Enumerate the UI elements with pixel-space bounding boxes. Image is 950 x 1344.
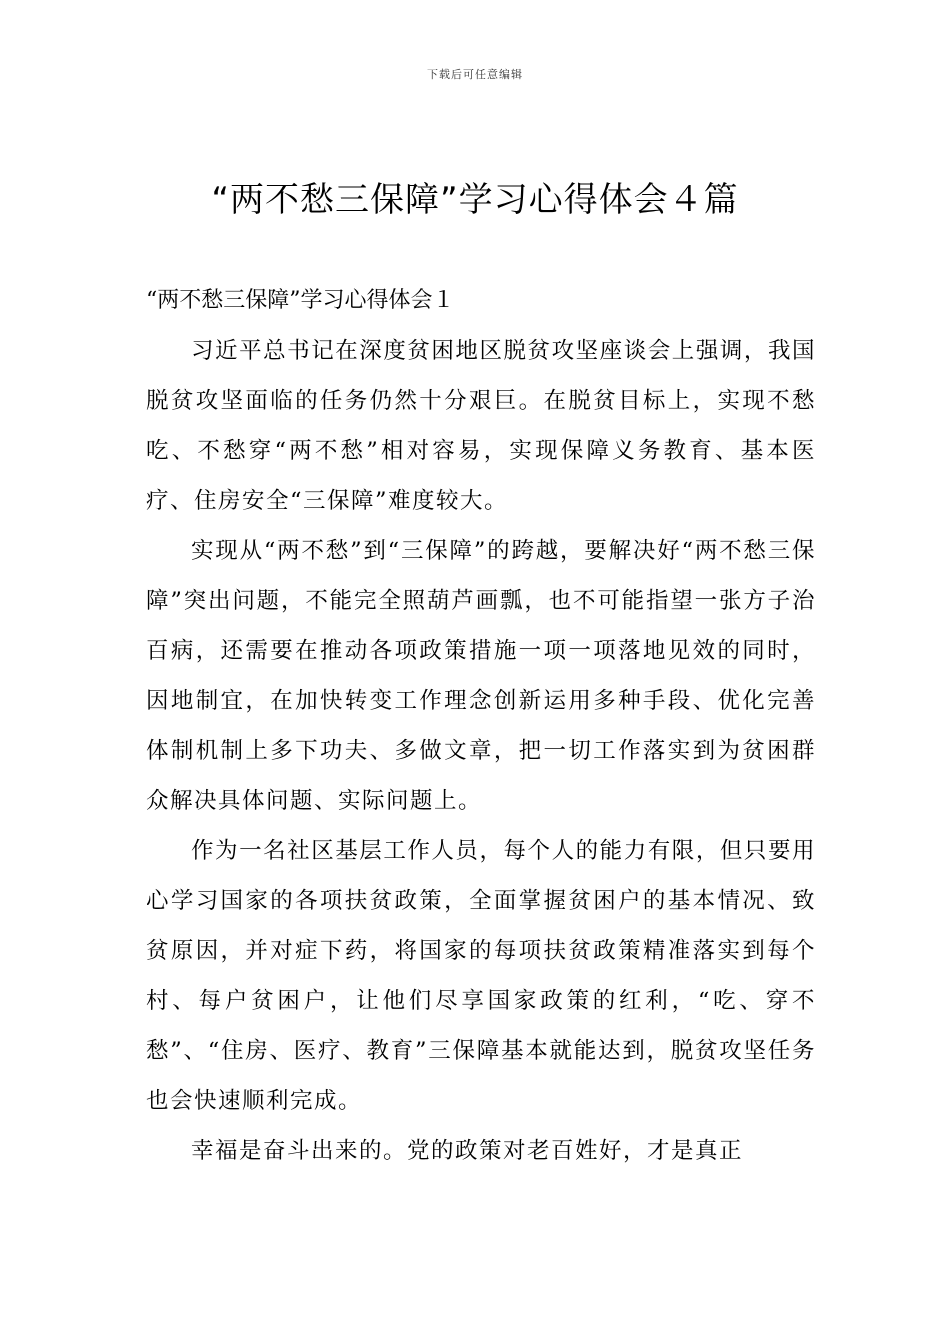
paragraph-2: 实现从“两不愁”到“三保障”的跨越，要解决好“两不愁三保障”突出问题，不能完全照葫芦画瓢，也不可能指望一张方子治百病，还需要在推动各项政策措施一项一项落地见效的同时，因地制宜，在加快转变工作理念创新运用多种手段、优化完善体制机制上多下功夫、多做文章，把一切工作落实到为贫困群众解决具体问题、实际问题上。 xyxy=(146,538,816,814)
document-title: “两不愁三保障”学习心得体会４篇 xyxy=(211,180,739,220)
header-note: 下载后可任意编辑 xyxy=(427,68,523,81)
paragraph-1: 习近平总书记在深度贫困地区脱贫攻坚座谈会上强调，我国脱贫攻坚面临的任务仍然十分艰巨。在脱贫目标上，实现不愁吃、不愁穿“两不愁”相对容易，实现保障义务教育、基本医疗、住房安全“三保障”难度较大。 xyxy=(146,338,816,514)
document-body xyxy=(146,276,816,1176)
section-title: “两不愁三保障”学习心得体会１ xyxy=(146,288,455,313)
paragraph-4: 幸福是奋斗出来的。党的政策对老百姓好，才是真正 xyxy=(191,1138,744,1164)
paragraph-3: 作为一名社区基层工作人员，每个人的能力有限，但只要用心学习国家的各项扶贫政策，全面掌握贫困户的基本情况、致贫原因，并对症下药，将国家的每项扶贫政策精准落实到每个村、每户贫困户，让他们尽享国家政策的红利，“吃、穿不愁”、“住房、医疗、教育”三保障基本就能达到，脱贫攻坚任务也会快速顺利完成。 xyxy=(146,838,816,1114)
